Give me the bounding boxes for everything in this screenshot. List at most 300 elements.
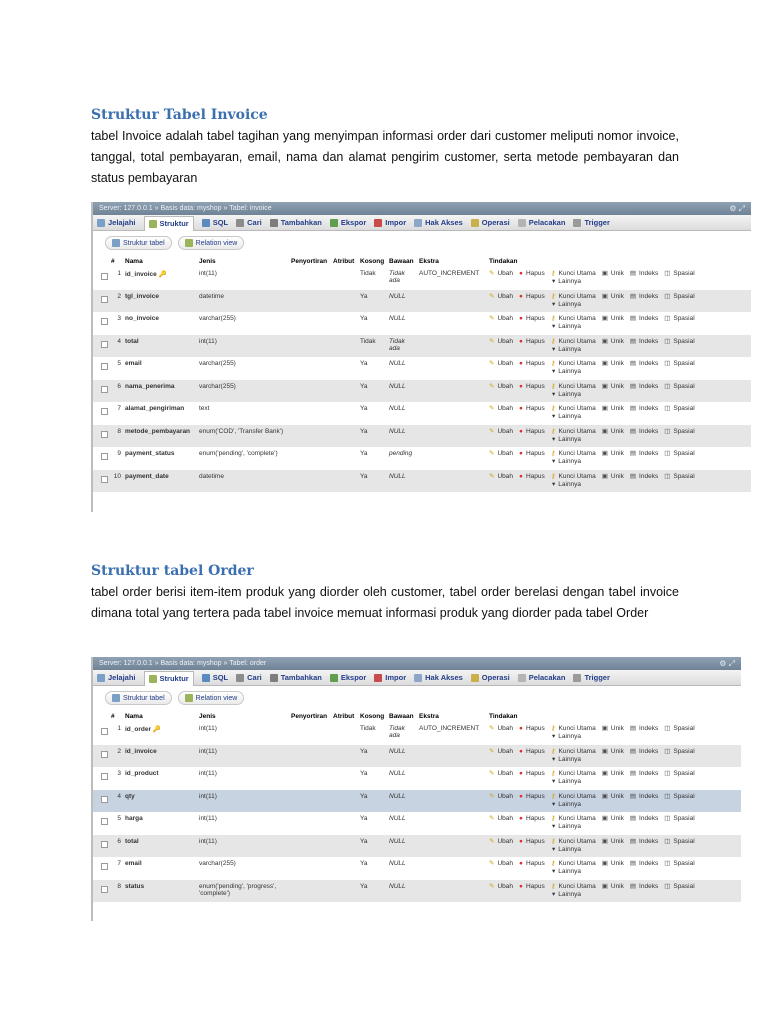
column-name[interactable] (123, 790, 197, 813)
tab-hak-akses[interactable] (414, 218, 463, 227)
index-action[interactable]: ▤ Indeks (629, 747, 659, 755)
row-checkbox[interactable] (101, 431, 108, 438)
tab-jelajahi[interactable] (97, 218, 136, 227)
delete-icon: ● (519, 427, 523, 435)
tab-icon (202, 674, 210, 682)
column-header[interactable]: Penyortiran (291, 712, 328, 720)
column-name[interactable] (123, 835, 197, 858)
row-checkbox[interactable] (101, 886, 108, 893)
index-icon: ▤ (629, 315, 637, 322)
spatial-action[interactable]: ◫ Spasial (664, 472, 695, 480)
delete-action[interactable]: ● Hapus (519, 747, 545, 755)
primary-key-action[interactable]: ⚷ Kunci Utama (550, 770, 596, 777)
edit-action[interactable]: ✎ Ubah (489, 337, 513, 345)
primary-key-action[interactable]: ⚷ Kunci Utama (550, 725, 596, 732)
column-name-text: id_invoice (125, 271, 157, 278)
edit-action[interactable]: ✎ Ubah (489, 770, 513, 777)
settings-icon[interactable]: ⚙ ⤢ (729, 204, 745, 213)
spatial-action[interactable]: ◫ Spasial (664, 270, 695, 277)
row-actions (487, 447, 751, 470)
spatial-icon: ◫ (664, 427, 671, 435)
column-header[interactable]: Kosong (360, 257, 385, 265)
unique-action[interactable]: ▣ Unik (601, 747, 624, 755)
edit-action[interactable]: ✎ Ubah (489, 405, 513, 412)
unique-action[interactable]: ▣ Unik (601, 270, 624, 277)
key-icon: ⚷ (550, 837, 556, 845)
more-action[interactable]: ▾ Lainnya (552, 890, 582, 898)
more-action[interactable]: ▾ Lainnya (552, 368, 582, 375)
index-action[interactable]: ▤ Indeks (629, 815, 659, 822)
delete-action[interactable]: ● Hapus (519, 815, 545, 822)
tab-operasi[interactable] (471, 673, 510, 682)
tab-trigger[interactable] (573, 673, 609, 682)
tab-jelajahi[interactable] (97, 673, 136, 682)
unique-icon: ▣ (601, 382, 608, 390)
more-action[interactable]: ▾ Lainnya (552, 323, 582, 330)
spatial-action[interactable]: ◫ Spasial (664, 405, 695, 412)
pencil-icon: ✎ (489, 860, 495, 867)
spatial-action[interactable]: ◫ Spasial (664, 315, 695, 322)
tab-struktur[interactable] (144, 671, 194, 686)
spatial-action[interactable]: ◫ Spasial (664, 725, 695, 732)
collation (289, 290, 331, 313)
row-number: 7 (109, 857, 123, 880)
spatial-action[interactable]: ◫ Spasial (664, 815, 695, 822)
column-name[interactable] (123, 857, 197, 880)
row-actions (487, 470, 751, 493)
more-action[interactable]: ▾ Lainnya (552, 278, 582, 285)
row-number: 2 (109, 745, 123, 768)
delete-action[interactable]: ● Hapus (519, 427, 545, 435)
index-icon: ▤ (629, 747, 637, 755)
primary-key-action[interactable]: ⚷ Kunci Utama (550, 472, 596, 480)
spatial-action[interactable]: ◫ Spasial (664, 837, 695, 845)
edit-action[interactable]: ✎ Ubah (489, 837, 513, 845)
edit-action[interactable]: ✎ Ubah (489, 315, 513, 322)
extra (417, 290, 487, 313)
index-icon: ▤ (629, 882, 637, 890)
spatial-action[interactable]: ◫ Spasial (664, 747, 695, 755)
dropdown-icon: ▾ (552, 413, 556, 420)
column-name[interactable] (123, 767, 197, 790)
tab-icon (149, 675, 157, 683)
column-type: varchar(255) (197, 357, 289, 380)
row-checkbox[interactable] (101, 318, 108, 325)
column-name[interactable] (123, 470, 197, 493)
primary-key-action[interactable]: ⚷ Kunci Utama (550, 860, 596, 867)
column-header[interactable]: Jenis (199, 712, 216, 720)
tab-sql[interactable] (202, 673, 228, 682)
primary-key-action[interactable]: ⚷ Kunci Utama (550, 747, 596, 755)
row-checkbox[interactable] (101, 408, 108, 415)
row-checkbox[interactable] (101, 728, 108, 735)
column-header[interactable]: Penyortiran (291, 257, 328, 265)
dropdown-icon: ▾ (552, 323, 556, 330)
dropdown-icon: ▾ (552, 733, 556, 740)
spatial-action[interactable]: ◫ Spasial (664, 292, 695, 300)
column-header[interactable]: Bawaan (389, 712, 414, 720)
primary-key-action[interactable]: ⚷ Kunci Utama (550, 405, 596, 412)
column-name-text: total (125, 337, 139, 345)
index-action[interactable]: ▤ Indeks (629, 837, 659, 845)
primary-key-action[interactable]: ⚷ Kunci Utama (550, 382, 596, 390)
more-action[interactable]: ▾ Lainnya (552, 868, 582, 875)
nullable: Ya (358, 290, 387, 313)
extra (417, 335, 487, 358)
index-action[interactable]: ▤ Indeks (629, 450, 659, 457)
primary-key-action[interactable]: ⚷ Kunci Utama (550, 815, 596, 822)
primary-key-action[interactable]: ⚷ Kunci Utama (550, 427, 596, 435)
table-row (93, 812, 741, 835)
index-action[interactable]: ▤ Indeks (629, 427, 659, 435)
index-action[interactable]: ▤ Indeks (629, 725, 659, 732)
unique-action[interactable]: ▣ Unik (601, 360, 624, 367)
more-action[interactable]: ▾ Lainnya (552, 480, 582, 488)
column-name[interactable] (123, 335, 197, 358)
settings-icon[interactable]: ⚙ ⤢ (719, 659, 735, 668)
delete-action[interactable]: ● Hapus (519, 315, 545, 322)
default-value: NULL (387, 290, 417, 313)
index-icon: ▤ (629, 382, 637, 390)
tab-operasi[interactable] (471, 218, 510, 227)
column-header[interactable]: Ekstra (419, 712, 439, 720)
key-icon: ⚷ (550, 450, 556, 457)
tab-pelacakan[interactable] (518, 673, 566, 682)
attribute (331, 470, 358, 493)
column-header[interactable]: # (111, 257, 115, 265)
tab-tambahkan[interactable] (270, 218, 322, 227)
index-action[interactable]: ▤ Indeks (629, 315, 659, 322)
primary-key-icon: 🔑 (158, 271, 167, 278)
column-header[interactable]: Atribut (333, 712, 355, 720)
index-action[interactable]: ▤ Indeks (629, 882, 659, 890)
row-checkbox[interactable] (101, 386, 108, 393)
collation (289, 880, 331, 903)
column-header[interactable]: Tindakan (489, 712, 518, 720)
row-checkbox[interactable] (101, 273, 108, 280)
key-icon: ⚷ (550, 360, 556, 367)
unique-action[interactable]: ▣ Unik (601, 882, 624, 890)
delete-action[interactable]: ● Hapus (519, 472, 545, 480)
delete-action[interactable]: ● Hapus (519, 270, 545, 277)
spatial-icon: ◫ (664, 450, 671, 457)
edit-action[interactable]: ✎ Ubah (489, 792, 513, 800)
delete-icon: ● (519, 882, 523, 890)
edit-action[interactable]: ✎ Ubah (489, 725, 513, 732)
row-checkbox[interactable] (101, 863, 108, 870)
tab-struktur[interactable] (144, 216, 194, 231)
tab-sql[interactable] (202, 218, 228, 227)
pencil-icon: ✎ (489, 315, 495, 322)
column-header[interactable]: Atribut (333, 257, 355, 265)
primary-key-action[interactable]: ⚷ Kunci Utama (550, 292, 596, 300)
column-header[interactable]: # (111, 712, 115, 720)
subtab-label: Struktur tabel (123, 239, 165, 247)
key-icon: ⚷ (550, 270, 556, 277)
column-header[interactable]: Ekstra (419, 257, 439, 265)
tab-icon (414, 219, 422, 227)
row-checkbox[interactable] (101, 341, 108, 348)
edit-action[interactable]: ✎ Ubah (489, 882, 513, 890)
spatial-action[interactable]: ◫ Spasial (664, 427, 695, 435)
spatial-action[interactable]: ◫ Spasial (664, 450, 695, 457)
unique-action[interactable]: ▣ Unik (601, 770, 624, 777)
column-header[interactable]: Jenis (199, 257, 216, 265)
primary-key-action[interactable]: ⚷ Kunci Utama (550, 837, 596, 845)
primary-key-action[interactable]: ⚷ Kunci Utama (550, 360, 596, 367)
column-name[interactable] (123, 402, 197, 425)
index-action[interactable]: ▤ Indeks (629, 860, 659, 867)
tab-icon (414, 674, 422, 682)
delete-action[interactable]: ● Hapus (519, 337, 545, 345)
delete-action[interactable]: ● Hapus (519, 360, 545, 367)
delete-action[interactable]: ● Hapus (519, 405, 545, 412)
tab-label: Tambahkan (280, 673, 322, 682)
unique-action[interactable]: ▣ Unik (601, 792, 624, 800)
edit-action[interactable]: ✎ Ubah (489, 747, 513, 755)
edit-action[interactable]: ✎ Ubah (489, 360, 513, 367)
column-name[interactable] (123, 267, 197, 290)
more-action[interactable]: ▾ Lainnya (552, 458, 582, 465)
delete-action[interactable]: ● Hapus (519, 837, 545, 845)
delete-action[interactable]: ● Hapus (519, 770, 545, 777)
tab-icon (149, 220, 157, 228)
order-section-title: Struktur tabel Order (91, 563, 254, 579)
spatial-icon: ◫ (664, 405, 671, 412)
attribute (331, 267, 358, 290)
unique-action[interactable]: ▣ Unik (601, 472, 624, 480)
unique-action[interactable]: ▣ Unik (601, 725, 624, 732)
row-number: 6 (109, 835, 123, 858)
column-name[interactable] (123, 425, 197, 448)
edit-action[interactable]: ✎ Ubah (489, 382, 513, 390)
key-icon: ⚷ (550, 860, 556, 867)
tab-trigger[interactable] (573, 218, 609, 227)
tab-label: Struktur (159, 219, 189, 228)
tab-icon (573, 674, 581, 682)
extra (417, 470, 487, 493)
tab-label: Ekspor (340, 218, 367, 227)
more-action[interactable]: ▾ Lainnya (552, 390, 582, 398)
unique-action[interactable]: ▣ Unik (601, 405, 624, 412)
index-action[interactable]: ▤ Indeks (629, 270, 659, 277)
index-action[interactable]: ▤ Indeks (629, 770, 659, 777)
index-icon: ▤ (629, 860, 637, 867)
index-action[interactable]: ▤ Indeks (629, 472, 659, 480)
subtab-struktur-tabel[interactable] (105, 691, 172, 705)
column-name[interactable] (123, 380, 197, 403)
row-checkbox[interactable] (101, 841, 108, 848)
primary-key-action[interactable]: ⚷ Kunci Utama (550, 270, 596, 277)
spatial-action[interactable]: ◫ Spasial (664, 360, 695, 367)
more-action[interactable]: ▾ Lainnya (552, 733, 582, 740)
spatial-action[interactable]: ◫ Spasial (664, 860, 695, 867)
column-header[interactable]: Nama (125, 257, 143, 265)
key-icon: ⚷ (550, 292, 556, 300)
row-checkbox[interactable] (101, 773, 108, 780)
delete-action[interactable]: ● Hapus (519, 450, 545, 457)
more-action[interactable]: ▾ Lainnya (552, 300, 582, 308)
extra (417, 767, 487, 790)
index-action[interactable]: ▤ Indeks (629, 292, 659, 300)
delete-action[interactable]: ● Hapus (519, 882, 545, 890)
spatial-action[interactable]: ◫ Spasial (664, 770, 695, 777)
collation (289, 835, 331, 858)
tab-impor[interactable] (374, 218, 406, 227)
subtab-relation-view[interactable] (178, 236, 245, 250)
spatial-action[interactable]: ◫ Spasial (664, 337, 695, 345)
index-action[interactable]: ▤ Indeks (629, 792, 659, 800)
row-checkbox[interactable] (101, 796, 108, 803)
edit-action[interactable]: ✎ Ubah (489, 270, 513, 277)
index-action[interactable]: ▤ Indeks (629, 405, 659, 412)
more-action[interactable]: ▾ Lainnya (552, 778, 582, 785)
delete-action[interactable]: ● Hapus (519, 725, 545, 732)
index-icon: ▤ (629, 837, 637, 845)
unique-action[interactable]: ▣ Unik (601, 450, 624, 457)
unique-action[interactable]: ▣ Unik (601, 427, 624, 435)
more-action[interactable]: ▾ Lainnya (552, 435, 582, 443)
column-name-text: qty (125, 792, 135, 800)
tab-tambahkan[interactable] (270, 673, 322, 682)
main-tabs (93, 670, 741, 686)
tab-label: SQL (212, 218, 229, 227)
dropdown-icon: ▾ (552, 345, 556, 353)
more-action[interactable]: ▾ Lainnya (552, 800, 582, 808)
attribute (331, 857, 358, 880)
delete-action[interactable]: ● Hapus (519, 860, 545, 867)
column-name[interactable] (123, 880, 197, 903)
primary-key-action[interactable]: ⚷ Kunci Utama (550, 337, 596, 345)
edit-action[interactable]: ✎ Ubah (489, 292, 513, 300)
row-actions (487, 290, 751, 313)
column-name[interactable] (123, 290, 197, 313)
more-action[interactable]: ▾ Lainnya (552, 413, 582, 420)
column-name[interactable] (123, 357, 197, 380)
row-number: 3 (109, 312, 123, 335)
attribute (331, 335, 358, 358)
index-action[interactable]: ▤ Indeks (629, 382, 659, 390)
primary-key-action[interactable]: ⚷ Kunci Utama (550, 450, 596, 457)
tab-icon (330, 674, 338, 682)
attribute (331, 835, 358, 858)
subtab-struktur-tabel[interactable] (105, 236, 172, 250)
more-action[interactable]: ▾ Lainnya (552, 823, 582, 830)
index-action[interactable]: ▤ Indeks (629, 360, 659, 367)
unique-action[interactable]: ▣ Unik (601, 292, 624, 300)
unique-icon: ▣ (601, 270, 608, 277)
tab-label: Tambahkan (280, 218, 322, 227)
row-checkbox[interactable] (101, 453, 108, 460)
spatial-action[interactable]: ◫ Spasial (664, 792, 695, 800)
more-action[interactable]: ▾ Lainnya (552, 345, 582, 353)
tab-cari[interactable] (236, 673, 262, 682)
row-checkbox[interactable] (101, 363, 108, 370)
spatial-action[interactable]: ◫ Spasial (664, 882, 695, 890)
table-row (93, 425, 751, 448)
column-header[interactable]: Bawaan (389, 257, 414, 265)
spatial-icon: ◫ (664, 770, 671, 777)
column-name[interactable] (123, 812, 197, 835)
unique-action[interactable]: ▣ Unik (601, 837, 624, 845)
primary-key-action[interactable]: ⚷ Kunci Utama (550, 792, 596, 800)
index-icon: ▤ (629, 405, 637, 412)
column-header[interactable]: Kosong (360, 712, 385, 720)
nullable: Ya (358, 790, 387, 813)
primary-key-action[interactable]: ⚷ Kunci Utama (550, 882, 596, 890)
collation (289, 470, 331, 493)
edit-action[interactable]: ✎ Ubah (489, 472, 513, 480)
column-name[interactable] (123, 722, 197, 745)
index-icon: ▤ (629, 337, 637, 345)
column-name-text: no_invoice (125, 315, 159, 322)
collation (289, 335, 331, 358)
column-name-text: id_invoice (125, 747, 157, 755)
unique-action[interactable]: ▣ Unik (601, 815, 624, 822)
row-checkbox[interactable] (101, 751, 108, 758)
column-name[interactable] (123, 312, 197, 335)
more-action[interactable]: ▾ Lainnya (552, 755, 582, 763)
tab-ekspor[interactable] (330, 673, 366, 682)
delete-action[interactable]: ● Hapus (519, 292, 545, 300)
row-checkbox[interactable] (101, 296, 108, 303)
row-actions (487, 357, 751, 380)
default-value: Tidak ada (387, 335, 417, 358)
column-name[interactable] (123, 447, 197, 470)
edit-action[interactable]: ✎ Ubah (489, 860, 513, 867)
row-checkbox[interactable] (101, 818, 108, 825)
tab-pelacakan[interactable] (518, 218, 566, 227)
subtab-relation-view[interactable] (178, 691, 245, 705)
extra (417, 857, 487, 880)
tab-label: Ekspor (340, 673, 367, 682)
extra (417, 790, 487, 813)
tab-ekspor[interactable] (330, 218, 366, 227)
key-icon: ⚷ (550, 747, 556, 755)
table-row (93, 722, 741, 745)
tab-cari[interactable] (236, 218, 262, 227)
primary-key-action[interactable]: ⚷ Kunci Utama (550, 315, 596, 322)
unique-action[interactable]: ▣ Unik (601, 315, 624, 322)
edit-action[interactable]: ✎ Ubah (489, 450, 513, 457)
tab-impor[interactable] (374, 673, 406, 682)
tab-hak-akses[interactable] (414, 673, 463, 682)
subtab-icon (185, 239, 193, 247)
edit-action[interactable]: ✎ Ubah (489, 815, 513, 822)
sub-tabs (93, 686, 741, 710)
spatial-action[interactable]: ◫ Spasial (664, 382, 695, 390)
more-action[interactable]: ▾ Lainnya (552, 845, 582, 853)
unique-action[interactable]: ▣ Unik (601, 337, 624, 345)
column-name[interactable] (123, 745, 197, 768)
table-row (93, 402, 751, 425)
edit-action[interactable]: ✎ Ubah (489, 427, 513, 435)
index-action[interactable]: ▤ Indeks (629, 337, 659, 345)
dropdown-icon: ▾ (552, 278, 556, 285)
unique-action[interactable]: ▣ Unik (601, 382, 624, 390)
column-header[interactable]: Nama (125, 712, 143, 720)
index-icon: ▤ (629, 770, 637, 777)
delete-action[interactable]: ● Hapus (519, 792, 545, 800)
row-actions (487, 722, 741, 745)
tab-icon (97, 219, 105, 227)
column-header[interactable]: Tindakan (489, 257, 518, 265)
index-icon: ▤ (629, 270, 637, 277)
delete-action[interactable]: ● Hapus (519, 382, 545, 390)
unique-action[interactable]: ▣ Unik (601, 860, 624, 867)
row-checkbox[interactable] (101, 476, 108, 483)
table-header-row (93, 255, 751, 267)
